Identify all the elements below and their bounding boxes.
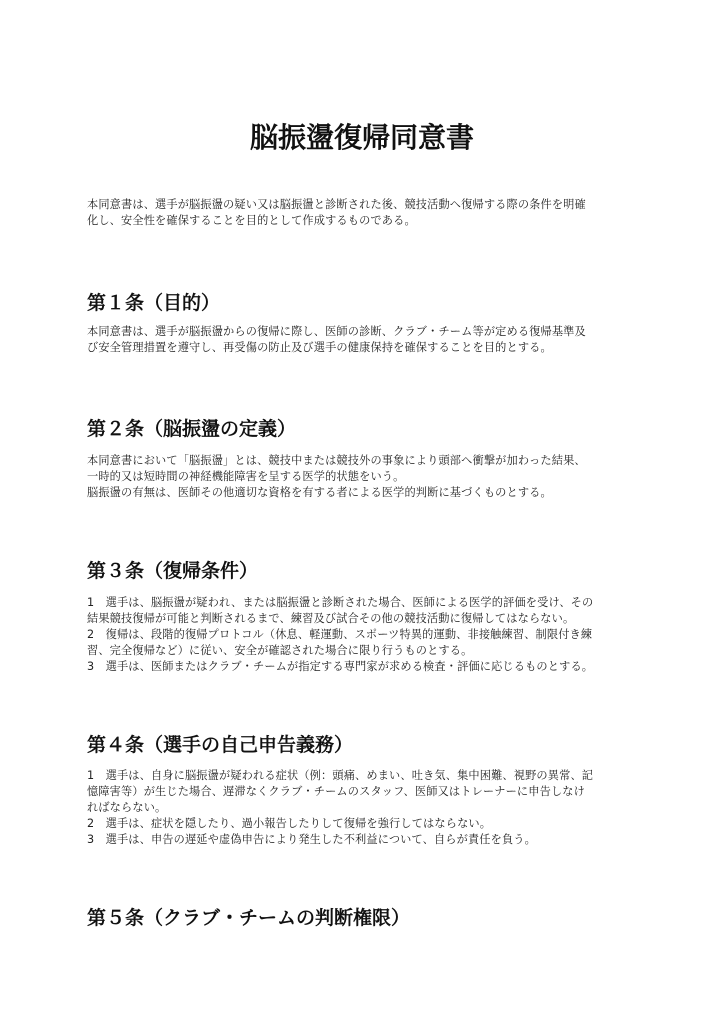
article-line: ればならない。: [87, 801, 167, 814]
article-line: 3 選手は、申告の遅延や虚偽申告により発生した不利益について、自らが責任を負う。: [87, 833, 536, 846]
article-2-heading: 第２条（脳振盪の定義）: [87, 418, 297, 440]
intro-paragraph: [87, 197, 639, 229]
article-line: 習、完全復帰など）に従い、安全が確認された場合に限り行うものとする。: [87, 644, 473, 657]
article-line: 本同意書は、選手が脳振盪からの復帰に際し、医師の診断、クラブ・チーム等が定める復帰基準及: [87, 325, 586, 338]
article-line: 本同意書において「脳振盪」とは、競技中または競技外の事象により頭部へ衝撃が加わった結果、: [87, 454, 586, 467]
article-line: 3 選手は、医師またはクラブ・チームが指定する専門家が求める検査・評価に応じるものとする。: [87, 660, 594, 673]
article-1-heading: 第１条（目的）: [87, 292, 221, 314]
article-3-heading: 第３条（復帰条件）: [87, 560, 259, 582]
article-line: 2 選手は、症状を隠したり、過小報告したりして復帰を強行してはならない。: [87, 817, 492, 830]
article-5-heading: 第５条（クラブ・チームの判断権限）: [87, 907, 411, 929]
article-2-body: [87, 453, 639, 501]
intro-line: 本同意書は、選手が脳振盪の疑い又は脳振盪と診断された後、競技活動へ復帰する際の条件を明確: [87, 198, 586, 211]
article-line: 1 選手は、自身に脳振盪が疑われる症状（例：頭痛、めまい、吐き気、集中困難、視野の異常、記: [87, 769, 594, 782]
article-line: び安全管理措置を遵守し、再受傷の防止及び選手の健康保持を確保することを目的とする。: [87, 341, 552, 354]
article-line: 脳振盪の有無は、医師その他適切な資格を有する者による医学的判断に基づくものとする。: [87, 486, 552, 499]
article-line: 一時的又は短時間の神経機能障害を呈する医学的状態をいう。: [87, 470, 405, 483]
intro-line: 化し、安全性を確保することを目的として作成するものである。: [87, 214, 416, 227]
article-line: 1 選手は、脳振盪が疑われ、または脳振盪と診断された場合、医師による医学的評価を受け、その: [87, 596, 594, 609]
article-1-body: [87, 324, 639, 356]
article-line: 結果競技復帰が可能と判断されるまで、練習及び試合その他の競技活動に復帰してはならない。: [87, 612, 575, 625]
article-3-body: [87, 595, 639, 675]
document-title: 脳振盪復帰同意書: [249, 121, 474, 154]
article-line: 2 復帰は、段階的復帰プロトコル（休息、軽運動、スポーツ特異的運動、非接触練習、制限付き練: [87, 628, 593, 641]
article-4-heading: 第４条（選手の自己申告義務）: [87, 734, 354, 756]
article-line: 憶障害等）が生じた場合、遅滞なくクラブ・チームのスタッフ、医師又はトレーナーに申告しなけ: [87, 785, 585, 798]
article-4-body: [87, 768, 639, 848]
